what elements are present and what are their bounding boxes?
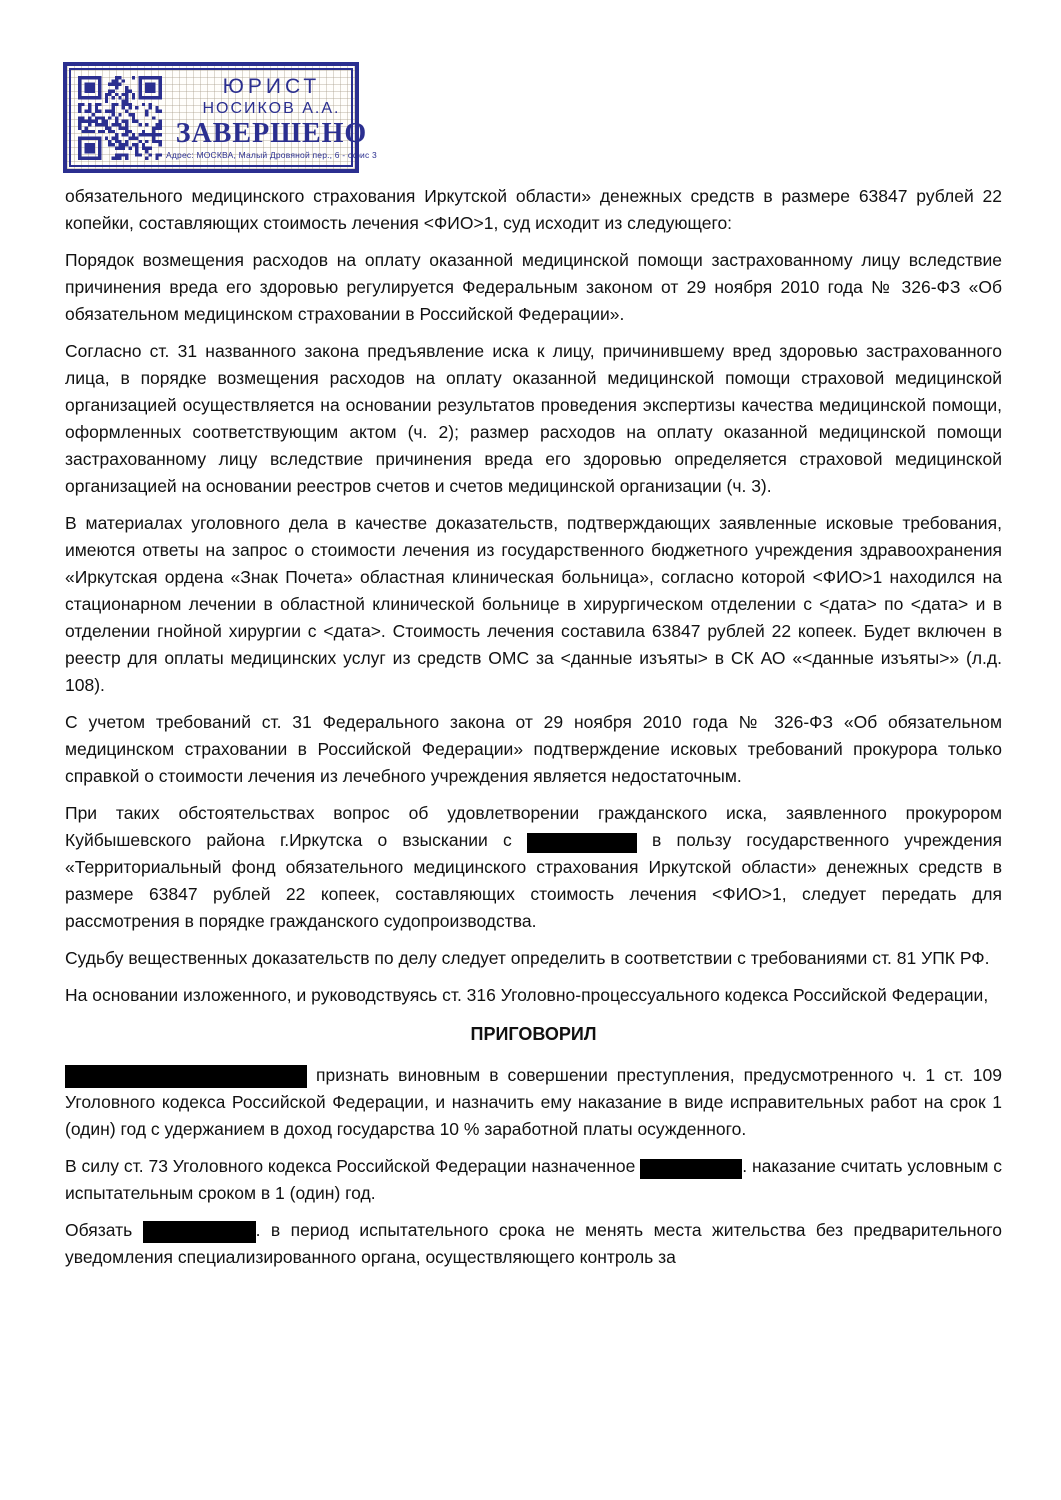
redaction-block — [640, 1159, 742, 1179]
paragraph — [65, 982, 1002, 1009]
stamp-status: ЗАВЕРШЕНО — [175, 117, 368, 149]
stamp-title: ЮРИСТ — [222, 74, 321, 98]
stamp-name: НОСИКОВ А.А. — [202, 99, 341, 117]
text-run: . в период испытательного срока не менять места жительства без предварительного уведомления специализированного органа, осуществляющего контроль за — [65, 1220, 1002, 1267]
paragraph — [65, 247, 1002, 328]
text-run: На основании изложенного, и руководствуясь ст. 316 Уголовно-процессуального кодекса Российской Федерации, — [65, 985, 989, 1005]
paragraph — [65, 510, 1002, 699]
redaction-block — [527, 833, 637, 853]
lawyer-stamp — [63, 62, 377, 173]
stamp-address: Адрес: МОСКВА, Малый Дровяной пер., 6 - офис 3 — [166, 149, 377, 160]
paragraph — [65, 1062, 1002, 1143]
text-run: в пользу государственного учреждения «Территориальный фонд обязательного медицинского страхования Иркутской области» денежных средств в размере 63847 рублей 22 копеек, составляющих стоимость лечения <ФИО>1, следует передать для рассмотрения в порядке гражданского судопроизводства. — [65, 830, 1002, 931]
paragraph — [65, 800, 1002, 935]
paragraph — [65, 338, 1002, 500]
text-run: обязательного медицинского страхования Иркутской области» денежных средств в размере 63847 рублей 22 копейки, составляющих стоимость лечения <ФИО>1, суд исходит из следующего: — [65, 186, 1002, 233]
redaction-block — [65, 1065, 307, 1088]
paragraph — [65, 1217, 1002, 1271]
text-run: Обязать — [65, 1220, 143, 1240]
text-run: Согласно ст. 31 названного закона предъявление иска к лицу, причинившему вред здоровью застрахованного лица, в порядке возмещения расходов на оплату оказанной медицинской помощи страховой медицинской организацией осуществляется на основании результатов проведения экспертизы качества медицинской помощи, оформленных соответствующим актом (ч. 2); размер расходов на оплату оказанной медицинской помощи застрахованному лицу вследствие причинения вреда его здоровью определяется страховой медицинской организацией на основании реестров счетов и счетов медицинской организации (ч. 3). — [65, 341, 1002, 496]
text-run: признать виновным в совершении преступления, предусмотренного ч. 1 ст. 109 Уголовного кодекса Российской Федерации, и назначить ему наказание в виде исправительных работ на срок 1 (один) год с удержанием в доход государства 10 % заработной платы осужденного. — [65, 1065, 1002, 1139]
text-run: С учетом требований ст. 31 Федерального закона от 29 ноября 2010 года № 326-ФЗ «Об обязательном медицинском страховании в Российской Федерации» подтверждение исковых требований прокурора только справкой о стоимости лечения из лечебного учреждения является недостаточным. — [65, 712, 1002, 786]
paragraph — [65, 1153, 1002, 1207]
text-run: . наказание считать условным с испытательным сроком в 1 (один) год. — [65, 1156, 1002, 1203]
document-body — [65, 183, 1002, 1281]
text-run: В силу ст. 73 Уголовного кодекса Российской Федерации назначенное — [65, 1156, 641, 1176]
text-run: При таких обстоятельствах вопрос об удовлетворении гражданского иска, заявленного прокурором Куйбышевского района г.Иркутска о взыскании с — [65, 803, 1002, 850]
text-run: Судьбу вещественных доказательств по делу следует определить в соответствии с требованиями ст. 81 УПК РФ. — [65, 948, 990, 968]
text-run: Порядок возмещения расходов на оплату оказанной медицинской помощи застрахованному лицу вследствие причинения вреда его здоровью регулируется Федеральным законом от 29 ноября 2010 года № 326-ФЗ «Об обязательном медицинском страховании в Российской Федерации». — [65, 250, 1002, 324]
paragraph — [65, 709, 1002, 790]
qr-code-icon — [78, 76, 162, 160]
paragraph — [65, 945, 1002, 972]
text-run: В материалах уголовного дела в качестве доказательств, подтверждающих заявленные исковые требования, имеются ответы на запрос о стоимости лечения из государственного бюджетного учреждения здравоохранения «Иркутская ордена «Знак Почета» областная клиническая больница», согласно которой <ФИО>1 находился на стационарном лечении в областной клинической больнице в хирургическом отделении с <дата> по <дата> и в отделении гнойной хирургии с <дата>. Стоимость лечения составила 63847 рублей 22 копеек. Будет включен в реестр для оплаты медицинских услуг из средств ОМС за <данные изъяты> в СК АО «<данные изъяты>» (л.д. 108). — [65, 513, 1002, 695]
lawyer-stamp-inner-frame — [69, 68, 377, 167]
redaction-block — [143, 1221, 256, 1243]
stamp-text-block — [162, 75, 377, 161]
verdict-heading: ПРИГОВОРИЛ — [470, 1024, 597, 1044]
paragraph — [65, 183, 1002, 237]
